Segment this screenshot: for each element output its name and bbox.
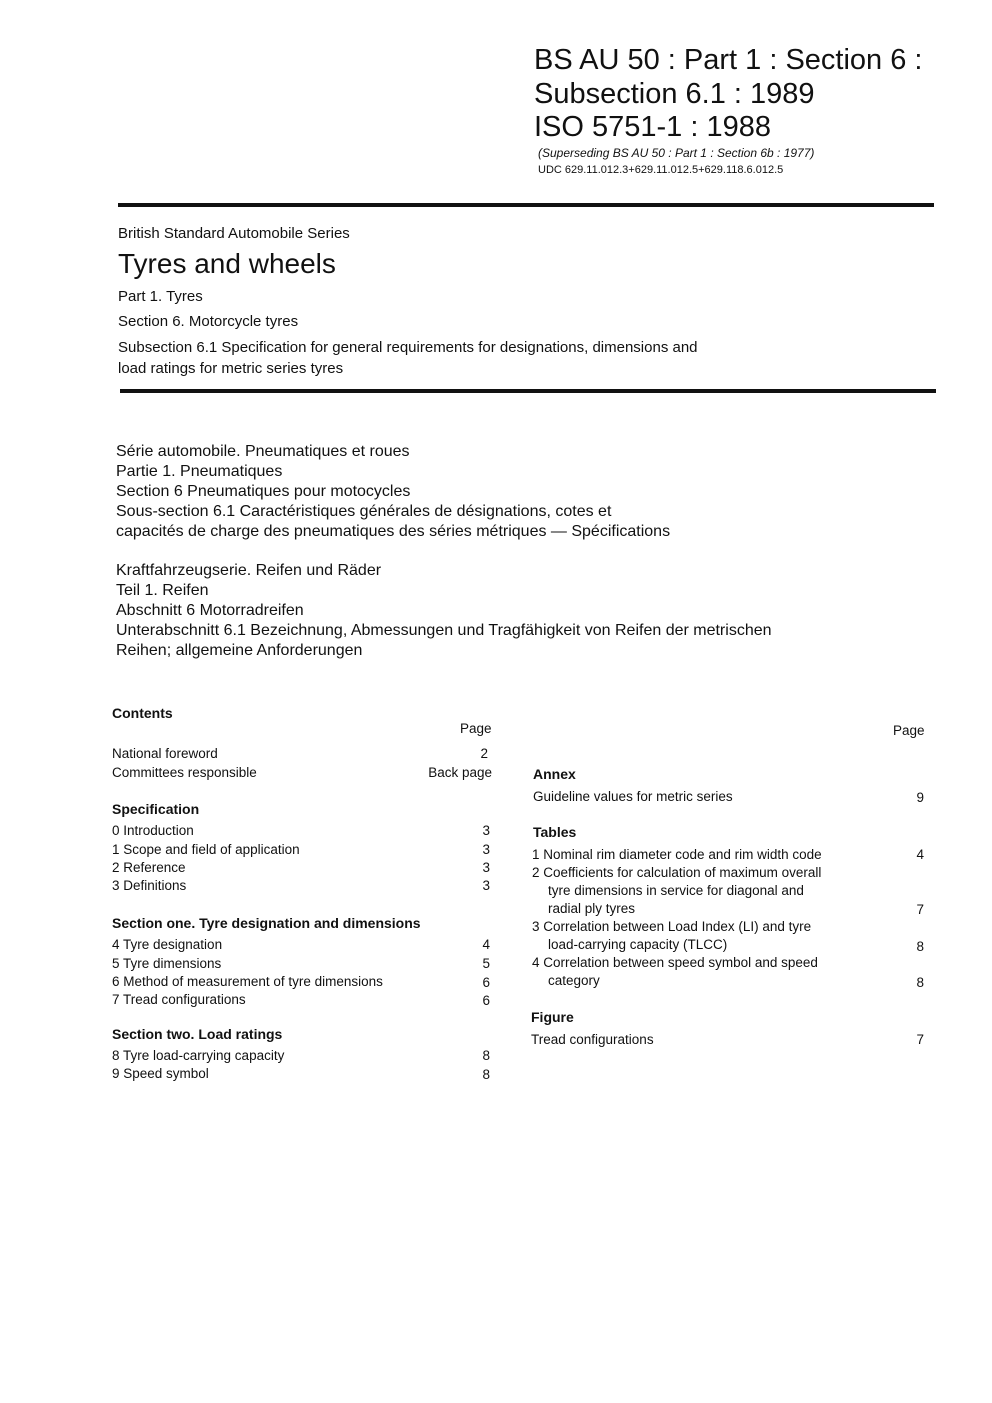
toc-entry: 6 Method of measurement of tyre dimensions: [112, 974, 383, 989]
section-line: Section 6. Motorcycle tyres: [118, 313, 299, 330]
toc-entry-continued: radial ply tyres: [548, 901, 636, 916]
toc-section-heading: Tables: [533, 824, 577, 840]
udc-code: UDC 629.11.012.3+629.11.012.5+629.118.6.012.5: [538, 164, 784, 176]
contents-heading: Contents: [112, 705, 173, 721]
toc-entry: 0 Introduction: [112, 823, 194, 838]
toc-entry: 5 Tyre dimensions: [112, 956, 222, 971]
toc-page: 3: [482, 878, 490, 893]
toc-entry: 2 Reference: [112, 860, 186, 875]
iso-number: ISO 5751-1 : 1988: [534, 111, 771, 143]
french-line: capacités de charge des pneumatiques des séries métriques — Spécifications: [116, 523, 671, 540]
french-line: Série automobile. Pneumatiques et roues: [116, 443, 410, 460]
german-line: Unterabschnitt 6.1 Bezeichnung, Abmessungen und Tragfähigkeit von Reifen der metrischen: [116, 622, 772, 639]
toc-section-heading: Figure: [531, 1009, 574, 1025]
french-line: Partie 1. Pneumatiques: [116, 463, 283, 480]
toc-page: 6: [482, 993, 490, 1008]
toc-page: 2: [480, 746, 488, 761]
page-column-label-left: Page: [460, 721, 492, 736]
french-titles: [116, 442, 670, 542]
toc-section-heading: Specification: [112, 801, 200, 817]
toc-page: 6: [482, 975, 490, 990]
french-line: Sous-section 6.1 Caractéristiques générales de désignations, cotes et: [116, 503, 612, 520]
toc-entry: 3 Correlation between Load Index (LI) and tyre: [532, 919, 812, 934]
toc-entry: Guideline values for metric series: [533, 789, 733, 804]
document-title: Tyres and wheels: [118, 248, 336, 279]
toc-page: 8: [482, 1048, 490, 1063]
toc-page: 8: [482, 1067, 490, 1082]
toc-entry: 7 Tread configurations: [112, 992, 246, 1007]
part-line: Part 1. Tyres: [118, 288, 203, 305]
toc-entry: 2 Coefficients for calculation of maximum overall: [532, 865, 822, 880]
toc-entry-continued: tyre dimensions in service for diagonal and: [548, 883, 804, 898]
toc-page: 9: [916, 790, 924, 805]
toc-entry: 1 Nominal rim diameter code and rim width code: [532, 847, 822, 862]
toc-entry: Tread configurations: [531, 1032, 654, 1047]
toc-entry-continued: load-carrying capacity (TLCC): [548, 937, 728, 952]
toc-page: 4: [916, 847, 924, 862]
toc-page: 7: [916, 1032, 924, 1047]
toc-page: 3: [482, 842, 490, 857]
german-titles: [116, 561, 772, 661]
german-line: Teil 1. Reifen: [116, 582, 209, 599]
toc-entry: 1 Scope and field of application: [112, 842, 300, 857]
top-rule: [118, 203, 934, 207]
toc-page: Back page: [428, 765, 492, 780]
toc-page: 7: [916, 902, 924, 917]
toc-entry: National foreword: [112, 746, 218, 761]
toc-page: 8: [916, 939, 924, 954]
series-name: British Standard Automobile Series: [118, 225, 350, 242]
toc-page: 3: [482, 823, 490, 838]
french-line: Section 6 Pneumatiques pour motocycles: [116, 483, 411, 500]
bottom-rule: [120, 389, 936, 393]
toc-entry-continued: category: [548, 973, 600, 988]
toc-page: 8: [916, 975, 924, 990]
toc-page: 4: [482, 937, 490, 952]
toc-section-heading: Section one. Tyre designation and dimensions: [112, 915, 421, 931]
toc-page: 3: [482, 860, 490, 875]
toc-entry: 8 Tyre load-carrying capacity: [112, 1048, 285, 1063]
doc-number-line1: BS AU 50 : Part 1 : Section 6 :: [534, 44, 923, 76]
german-line: Abschnitt 6 Motorradreifen: [116, 602, 304, 619]
german-line: Kraftfahrzeugserie. Reifen und Räder: [116, 562, 382, 579]
toc-entry: Committees responsible: [112, 765, 257, 780]
page-column-label-right: Page: [893, 723, 925, 738]
toc-page: 5: [482, 956, 490, 971]
toc-entry: 4 Correlation between speed symbol and speed: [532, 955, 818, 970]
german-line: Reihen; allgemeine Anforderungen: [116, 642, 363, 659]
doc-number-line2: Subsection 6.1 : 1989: [534, 78, 815, 110]
supersede-note: (Superseding BS AU 50 : Part 1 : Section 6b : 1977): [538, 146, 815, 160]
subsection-line2: load ratings for metric series tyres: [118, 360, 344, 377]
toc-section-heading: Section two. Load ratings: [112, 1026, 283, 1042]
toc-section-heading: Annex: [533, 766, 576, 782]
toc-entry: 9 Speed symbol: [112, 1066, 209, 1081]
toc-entry: 4 Tyre designation: [112, 937, 223, 952]
subsection-line1: Subsection 6.1 Specification for general requirements for designations, dimensions and: [118, 339, 698, 356]
toc-entry: 3 Definitions: [112, 878, 187, 893]
